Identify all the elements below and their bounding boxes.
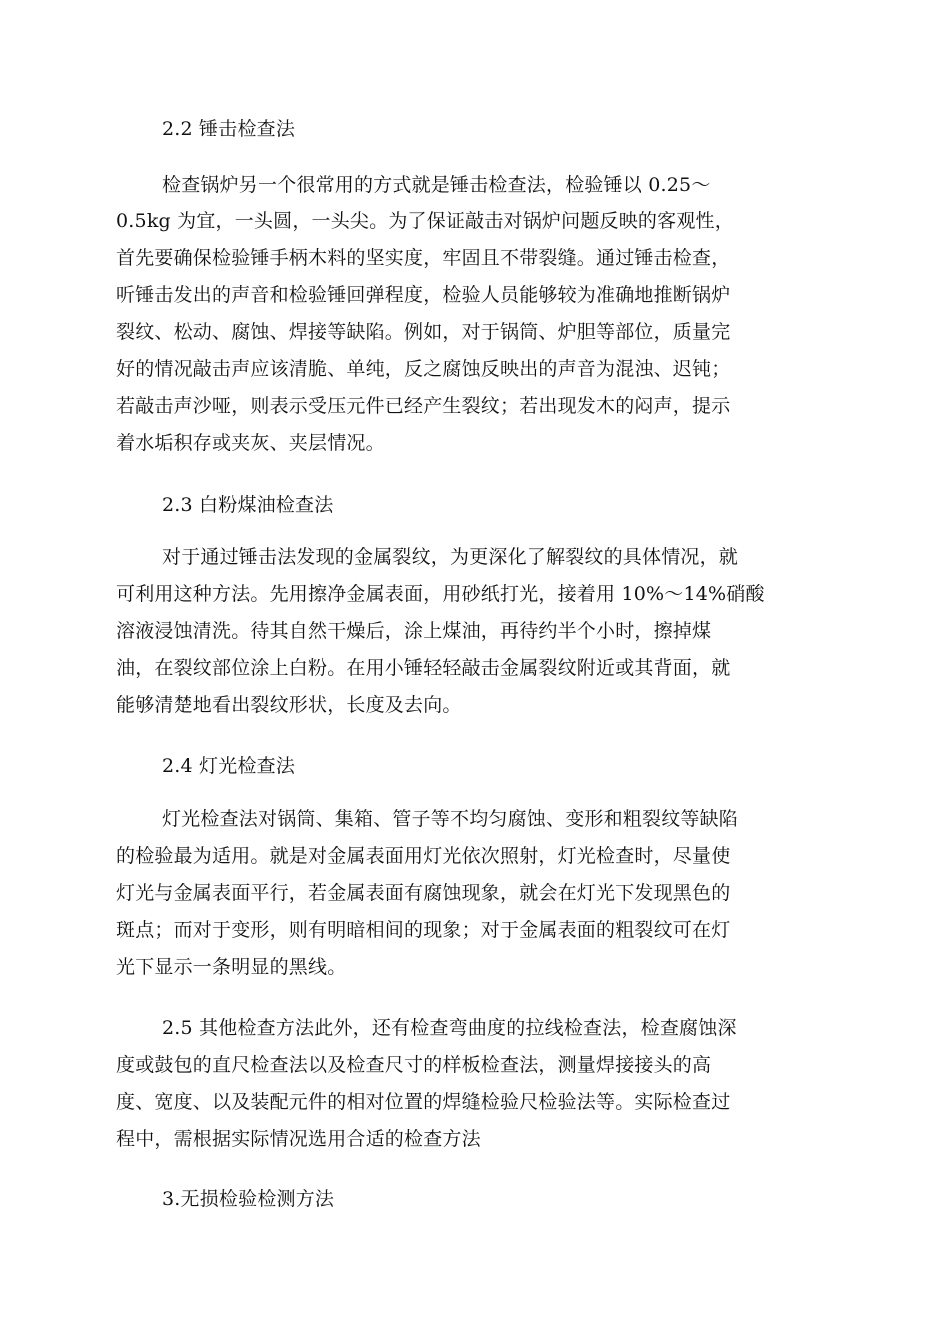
paragraph-line: 听锤击发出的声音和检验锤回弹程度，检验人员能够较为准确地推断锅炉 [116,284,731,306]
paragraph-line: 程中，需根据实际情况选用合适的检查方法 [116,1128,481,1150]
paragraph-line: 0.5kg 为宜，一头圆，一头尖。为了保证敲击对锅炉问题反映的客观性， [116,210,734,232]
section-heading-2-4: 2.4 灯光检查法 [162,755,296,777]
paragraph-line: 若敲击声沙哑，则表示受压元件已经产生裂纹；若出现发木的闷声，提示 [116,395,731,417]
paragraph-line: 2.5 其他检查方法此外，还有检查弯曲度的拉线检查法，检查腐蚀深 [162,1017,737,1039]
paragraph-line: 能够清楚地看出裂纹形状，长度及去向。 [116,694,462,716]
paragraph-line: 首先要确保检验锤手柄木料的坚实度，牢固且不带裂缝。通过锤击检查， [116,247,731,269]
paragraph-line: 着水垢积存或夹灰、夹层情况。 [116,432,385,454]
paragraph-line: 光下显示一条明显的黑线。 [116,956,347,978]
paragraph-line: 度或鼓包的直尺检查法以及检查尺寸的样板检查法，测量焊接接头的高 [116,1054,712,1076]
paragraph-line: 检查锅炉另一个很常用的方式就是锤击检查法，检验锤以 0.25～ [162,174,711,196]
paragraph-line: 斑点；而对于变形，则有明暗相间的现象；对于金属表面的粗裂纹可在灯 [116,919,731,941]
section-heading-3: 3.无损检验检测方法 [162,1188,335,1210]
paragraph-line: 对于通过锤击法发现的金属裂纹，为更深化了解裂纹的具体情况，就 [162,546,739,568]
paragraph-line: 溶液浸蚀清洗。待其自然干燥后，涂上煤油，再待约半个小时，擦掉煤 [116,620,712,642]
paragraph-line: 度、宽度、以及装配元件的相对位置的焊缝检验尺检验法等。实际检查过 [116,1091,731,1113]
paragraph-line: 灯光与金属表面平行，若金属表面有腐蚀现象，就会在灯光下发现黑色的 [116,882,731,904]
section-heading-2-3: 2.3 白粉煤油检查法 [162,494,334,516]
paragraph-line: 好的情况敲击声应该清脆、单纯，反之腐蚀反映出的声音为混浊、迟钝； [116,358,731,380]
paragraph-line: 可利用这种方法。先用擦净金属表面，用砂纸打光，接着用 10%～14%硝酸 [116,583,765,605]
paragraph-line: 灯光检查法对锅筒、集箱、管子等不均匀腐蚀、变形和粗裂纹等缺陷 [162,808,739,830]
section-heading-2-2: 2.2 锤击检查法 [162,118,296,140]
paragraph-line: 的检验最为适用。就是对金属表面用灯光依次照射，灯光检查时，尽量使 [116,845,731,867]
paragraph-line: 裂纹、松动、腐蚀、焊接等缺陷。例如，对于锅筒、炉胆等部位，质量完 [116,321,731,343]
paragraph-line: 油，在裂纹部位涂上白粉。在用小锤轻轻敲击金属裂纹附近或其背面，就 [116,657,731,679]
